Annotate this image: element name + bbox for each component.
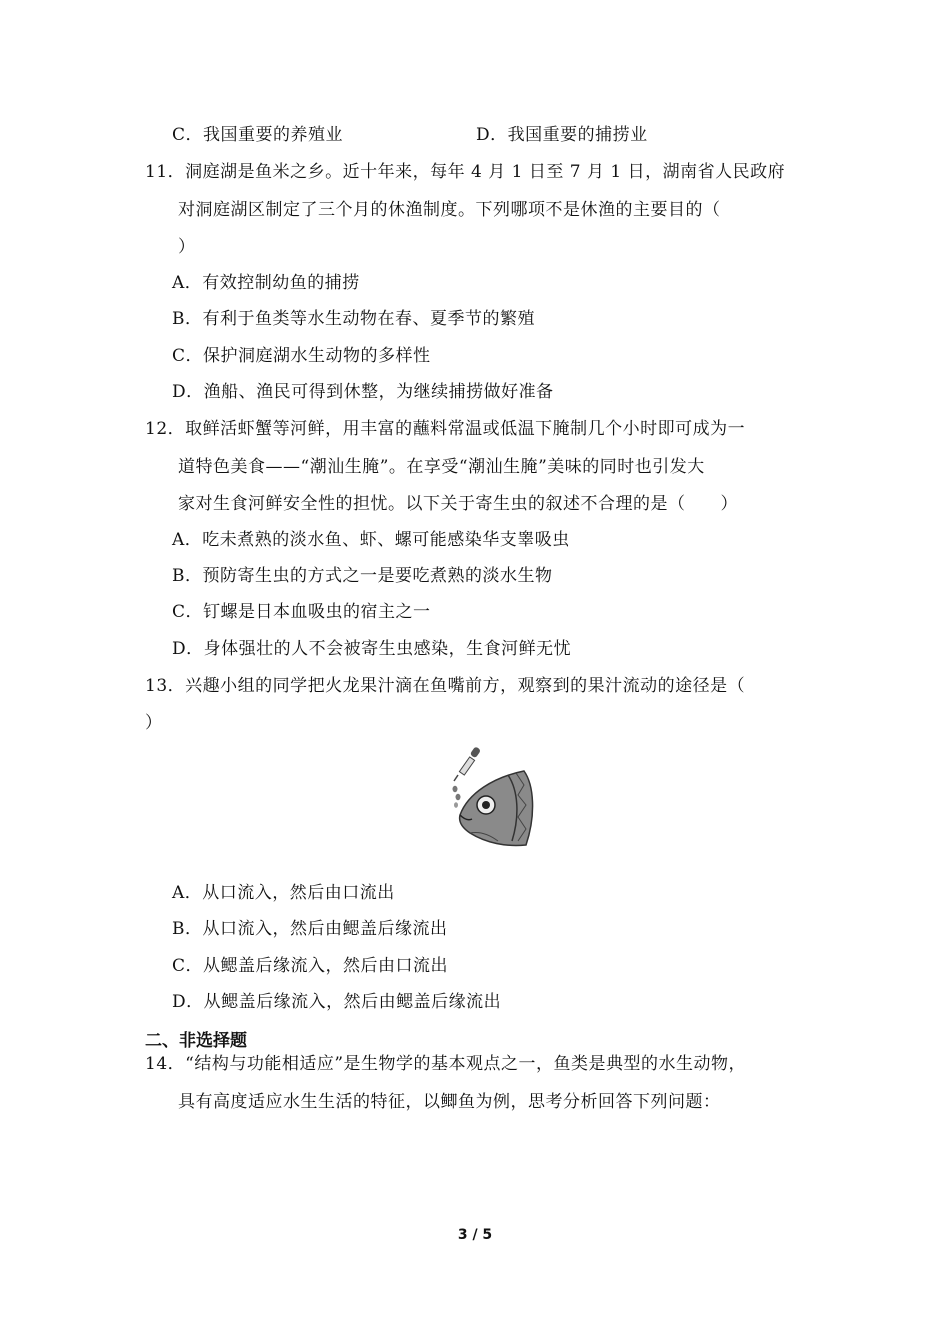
q12-option-a: A．吃未煮熟的淡水鱼、虾、螺可能感染华支睾吸虫 — [172, 530, 570, 550]
q11-option-a: A．有效控制幼鱼的捕捞 — [172, 273, 360, 293]
q13-stem-line1: 13．兴趣小组的同学把火龙果汁滴在鱼嘴前方，观察到的果汁流动的途径是（ — [145, 676, 746, 696]
q12-option-b: B．预防寄生虫的方式之一是要吃煮熟的淡水生物 — [172, 566, 553, 586]
q11-option-b: B．有利于鱼类等水生动物在春、夏季节的繁殖 — [172, 309, 535, 329]
q13-option-a: A．从口流入，然后由口流出 — [172, 883, 395, 903]
q12-option-c: C．钉螺是日本血吸虫的宿主之一 — [172, 602, 431, 622]
fish-dropper-figure — [446, 745, 536, 850]
q13-option-d: D．从鳃盖后缘流入，然后由鳃盖后缘流出 — [172, 992, 502, 1012]
page-number: 3 / 5 — [457, 1227, 493, 1243]
section-heading-non-choice: 二、非选择题 — [145, 1031, 247, 1051]
q11-option-c: C．保护洞庭湖水生动物的多样性 — [172, 346, 431, 366]
dropper-icon — [454, 746, 481, 781]
q14-stem-line1: 14．“结构与功能相适应”是生物学的基本观点之一，鱼类是典型的水生动物， — [145, 1054, 747, 1074]
q11-option-d: D．渔船、渔民可得到休整，为继续捕捞做好准备 — [172, 382, 554, 402]
q10-option-d: D．我国重要的捕捞业 — [476, 125, 648, 145]
fish-head-icon — [460, 771, 533, 846]
q11-stem-line2: 对洞庭湖区制定了三个月的休渔制度。下列哪项不是休渔的主要目的（ — [178, 200, 721, 220]
q13-option-c: C．从鳃盖后缘流入，然后由口流出 — [172, 956, 449, 976]
q11-stem-line1: 11．洞庭湖是鱼米之乡。近十年来，每年 4 月 1 日至 7 月 1 日，湖南省人民政府 — [145, 162, 786, 182]
q12-stem-line1: 12．取鲜活虾蟹等河鲜，用丰富的蘸料常温或低温下腌制几个小时即可成为一 — [145, 419, 746, 439]
q12-stem-line2: 道特色美食——“潮汕生腌”。在享受“潮汕生腌”美味的同时也引发大 — [178, 457, 705, 477]
juice-drops-icon — [453, 786, 461, 808]
q10-option-c: C．我国重要的养殖业 — [172, 125, 344, 145]
q13-option-b: B．从口流入，然后由鳃盖后缘流出 — [172, 919, 448, 939]
q12-stem-line3: 家对生食河鲜安全性的担忧。以下关于寄生虫的叙述不合理的是（ ） — [178, 494, 738, 514]
q13-stem-line2: ） — [145, 713, 163, 733]
q14-stem-line2: 具有高度适应水生生活的特征，以鲫鱼为例，思考分析回答下列问题： — [178, 1092, 721, 1112]
q12-option-d: D．身体强壮的人不会被寄生虫感染，生食河鲜无忧 — [172, 639, 572, 659]
q11-stem-line3: ） — [178, 237, 196, 257]
